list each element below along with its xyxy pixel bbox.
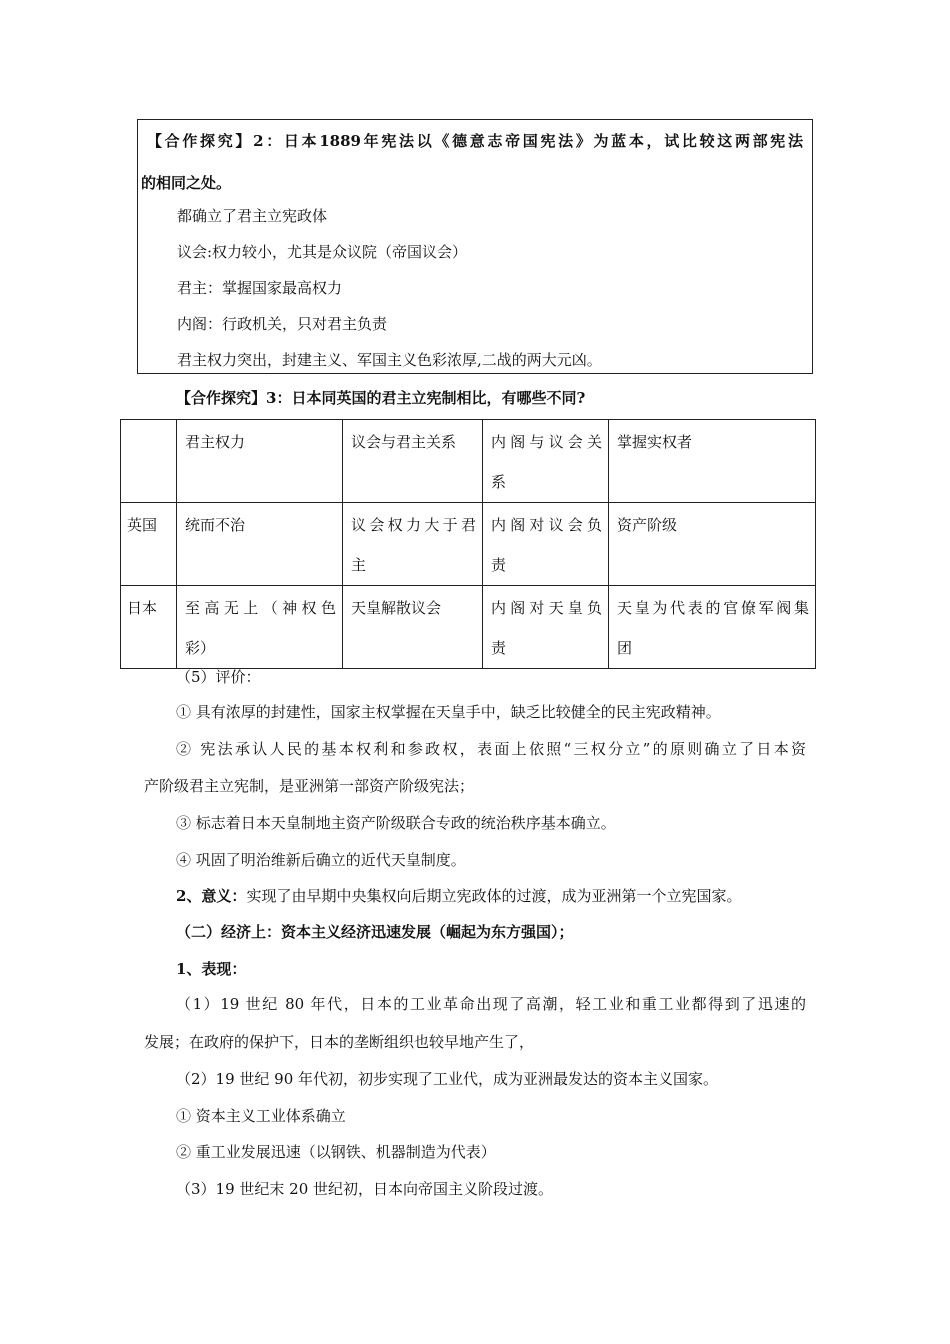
evaluation-heading: （5）评价：: [176, 668, 261, 686]
table-cell: 天皇为代表的官僚军阀集 团: [609, 586, 816, 669]
evaluation-point-2-line1: ② 宪法承认人民的基本权利和参政权，表面上依照“三权分立”的原则确立了日本资: [176, 740, 806, 758]
table-header-cell: 议会与君主关系: [343, 420, 483, 503]
economy-point-1-line2: 发展；在政府的保护下，日本的垄断组织也较早地产生了，: [144, 1033, 535, 1051]
explore-2-item-2: 议会:权力较小，尤其是众议院（帝国议会）: [177, 243, 468, 261]
economy-point-1-line1: （1）19 世纪 80 年代，日本的工业革命出现了高潮，轻工业和重工业都得到了迅速的: [176, 995, 806, 1013]
table-header-cell: 掌握实权者: [609, 420, 816, 503]
table-header-row: [121, 420, 816, 503]
economy-point-2b: ② 重工业发展迅速（以钢铁、机器制造为代表）: [176, 1143, 496, 1161]
table-cell: 天皇解散议会: [343, 586, 483, 669]
table-cell: 内阁对天皇负 责: [483, 586, 609, 669]
table-cell: 议会权力大于君 主: [343, 503, 483, 586]
explore-3-title: 【合作探究】3：日本同英国的君主立宪制相比，有哪些不同?: [176, 389, 586, 407]
evaluation-point-1: ① 具有浓厚的封建性，国家主权掌握在天皇手中，缺乏比较健全的民主宪政精神。: [176, 703, 721, 721]
evaluation-point-3: ③ 标志着日本天皇制地主资产阶级联合专政的统治秩序基本确立。: [176, 814, 616, 832]
explore-2-item-5: 君主权力突出，封建主义、军国主义色彩浓厚,二战的两大元凶。: [177, 351, 602, 369]
explore-2-box: [137, 119, 813, 374]
table-cell-country: 英国: [121, 503, 177, 586]
significance: 2、意义：实现了由早期中央集权向后期立宪政体的过渡，成为亚洲第一个立宪国家。: [176, 887, 742, 905]
table-cell: 内阁对议会负 责: [483, 503, 609, 586]
explore-2-item-3: 君主：掌握国家最高权力: [177, 279, 343, 297]
table-row: [121, 586, 816, 669]
explore-2-title-line1: 【合作探究】2：日本1889年宪法以《德意志帝国宪法》为蓝本，试比较这两部宪法: [147, 132, 803, 150]
evaluation-point-4: ④ 巩固了明治维新后确立的近代天皇制度。: [176, 851, 466, 869]
economy-point-2a: ① 资本主义工业体系确立: [176, 1107, 346, 1125]
table-header-cell-empty: [121, 420, 177, 503]
table-cell-country: 日本: [121, 586, 177, 669]
economy-point-2: （2）19 世纪 90 年代初，初步实现了工业代，成为亚洲最发达的资本主义国家。: [176, 1070, 719, 1088]
table-cell: 至高无上（神权色 彩）: [177, 586, 343, 669]
table-header-cell: 内阁与议会关 系: [483, 420, 609, 503]
explore-2-item-1: 都确立了君主立宪政体: [177, 207, 328, 225]
economy-point-3: （3）19 世纪末 20 世纪初，日本向帝国主义阶段过渡。: [176, 1180, 554, 1198]
table-row: [121, 503, 816, 586]
evaluation-point-2-line2: 产阶级君主立宪制，是亚洲第一部资产阶级宪法；: [144, 777, 475, 795]
table-cell: 资产阶级: [609, 503, 816, 586]
table-cell: 统而不治: [177, 503, 343, 586]
economy-subheading: 1、表现：: [176, 960, 247, 978]
economy-heading: （二）经济上：资本主义经济迅速发展（崛起为东方强国）；: [176, 923, 574, 941]
explore-2-title-line2: 的相同之处。: [141, 174, 232, 192]
comparison-table: [120, 419, 816, 669]
explore-2-item-4: 内阁：行政机关，只对君主负责: [177, 315, 388, 333]
table-header-cell: 君主权力: [177, 420, 343, 503]
